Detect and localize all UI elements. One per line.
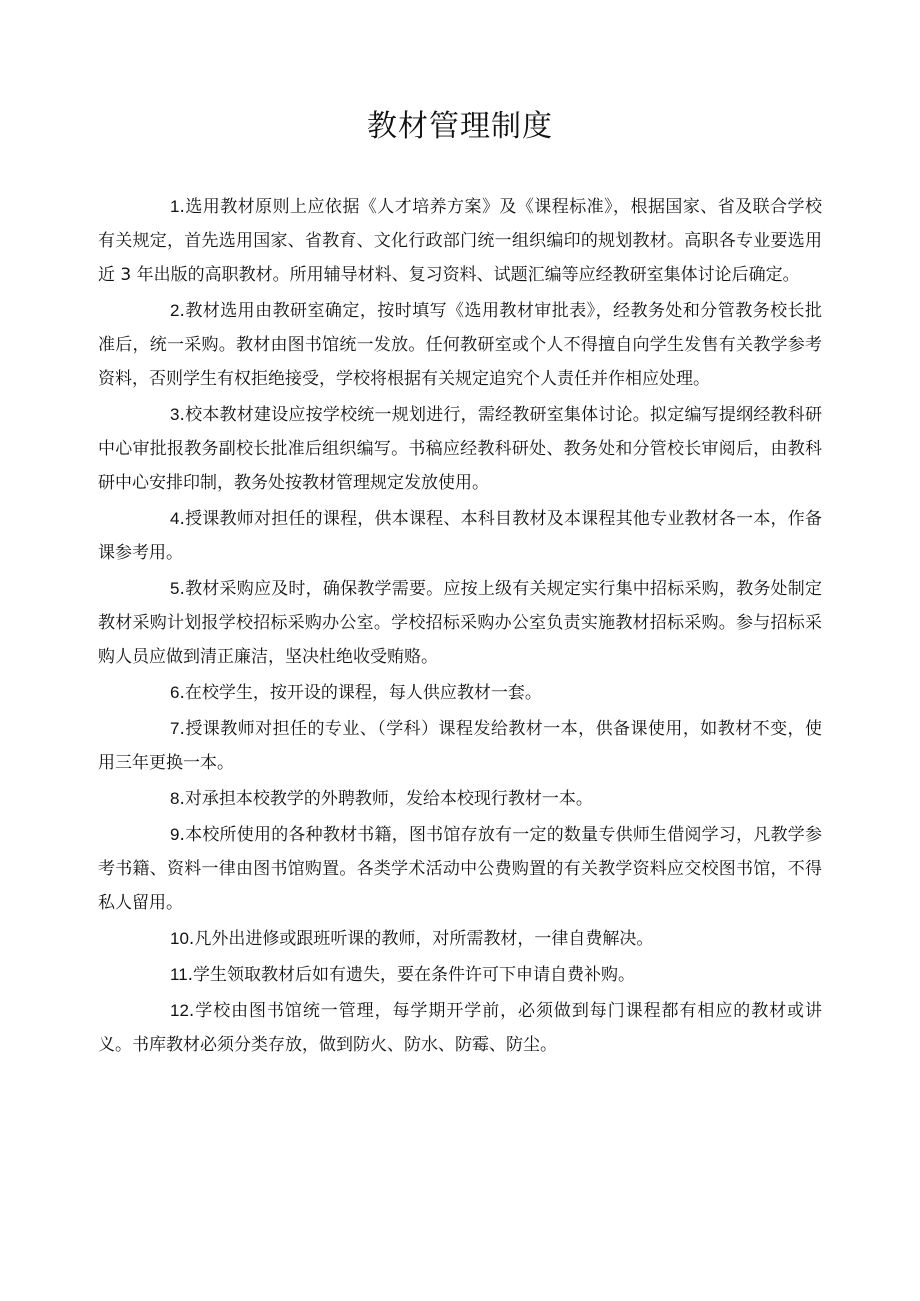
- regulation-item-9: [98, 818, 822, 920]
- item-text: .教材采购应及时，确保教学需要。应按上级有关规定实行集中招标采购，教务处制定教材采购计划报学校招标采购办公室。学校招标采购办公室负责实施教材招标采购。参与招标采购人员应做到清正廉洁，坚决杜绝收受贿赂。: [98, 579, 822, 667]
- regulation-item-6: [98, 676, 822, 710]
- regulation-item-12: [98, 994, 822, 1062]
- item-text: .授课教师对担任的课程，供本课程、本科目教材及本课程其他专业教材各一本，作备课参考用。: [98, 509, 822, 563]
- item-text: .学校由图书馆统一管理，每学期开学前，必须做到每门课程都有相应的教材或讲义。书库教材必须分类存放，做到防火、防水、防霉、防尘。: [98, 1001, 822, 1055]
- item-text: .教材选用由教研室确定，按时填写《选用教材审批表》，经教务处和分管教务校长批准后，统一采购。教材由图书馆统一发放。任何教研室或个人不得擅自向学生发售有关教学参考资料，否则学生有权拒绝接受，学校将根据有关规定追究个人责任并作相应处理。: [98, 301, 822, 389]
- item-number: 9: [170, 825, 180, 844]
- regulation-item-1: [98, 190, 822, 292]
- regulation-item-10: [98, 922, 822, 956]
- item-number: 7: [170, 719, 180, 738]
- item-text: .本校所使用的各种教材书籍，图书馆存放有一定的数量专供师生借阅学习，凡教学参考书籍、资料一律由图书馆购置。各类学术活动中公费购置的有关教学资料应交校图书馆，不得私人留用。: [98, 825, 822, 913]
- regulation-item-11: [98, 958, 822, 992]
- item-number: 3: [170, 405, 180, 424]
- item-text: .对承担本校教学的外聘教师，发给本校现行教材一本。: [179, 789, 593, 809]
- item-number: 4: [170, 509, 180, 528]
- item-text: .校本教材建设应按学校统一规划进行，需经教研室集体讨论。拟定编写提纲经教科研中心审批报教务副校长批准后组织编写。书稿应经教科研处、教务处和分管校长审阅后，由教科研中心安排印制，教务处按教材管理规定发放使用。: [98, 405, 822, 493]
- regulation-item-3: [98, 398, 822, 500]
- item-text: .凡外出进修或跟班听课的教师，对所需教材，一律自费解决。: [188, 929, 654, 949]
- item-number: 2: [170, 301, 180, 320]
- item-number: 10: [170, 929, 189, 948]
- regulation-item-5: [98, 572, 822, 674]
- item-number: 5: [170, 579, 180, 598]
- item-text: .学生领取教材后如有遗失，要在条件许可下申请自费补购。: [187, 965, 636, 985]
- page-title: 教材管理制度: [367, 109, 553, 144]
- item-text: .选用教材原则上应依据《人才培养方案》及《课程标准》，根据国家、省及联合学校有关规定，首先选用国家、省教育、文化行政部门统一组织编印的规划教材。高职各专业要选用近 3 年出版的高职教材。所用辅导材料、复习资料、试题汇编等应经教研室集体讨论后确定。: [98, 197, 822, 285]
- regulation-item-8: [98, 782, 822, 816]
- regulation-item-2: [98, 294, 822, 396]
- item-number: 8: [170, 789, 180, 808]
- item-text: .授课教师对担任的专业、（学科）课程发给教材一本，供备课使用，如教材不变，使用三年更换一本。: [98, 719, 822, 773]
- item-number: 11: [170, 965, 188, 984]
- regulation-list: [98, 190, 822, 1064]
- item-number: 12: [170, 1001, 189, 1020]
- item-number: 6: [170, 683, 180, 702]
- item-text: .在校学生，按开设的课程，每人供应教材一套。: [179, 683, 542, 703]
- regulation-item-7: [98, 712, 822, 780]
- item-number: 1: [170, 197, 180, 216]
- regulation-item-4: [98, 502, 822, 570]
